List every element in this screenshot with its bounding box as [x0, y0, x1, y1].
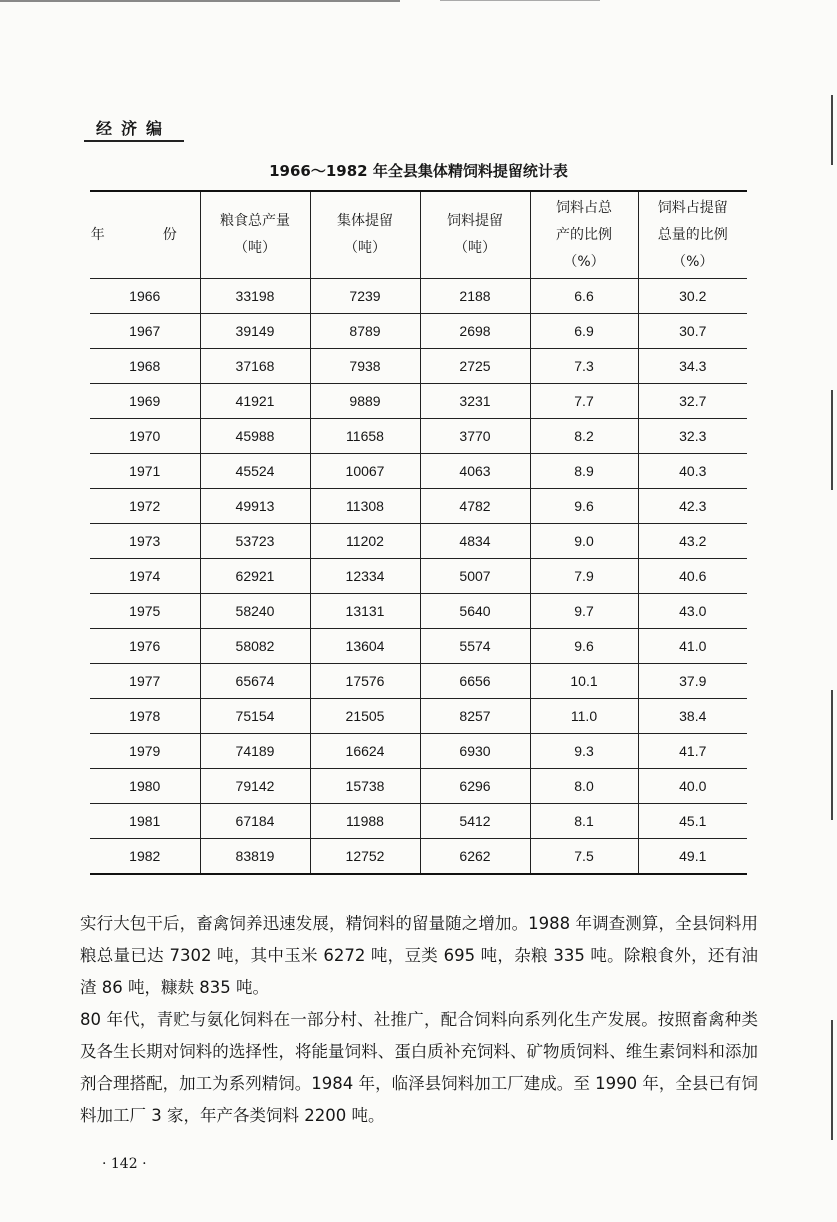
table-cell: 16624 — [310, 734, 420, 769]
table-row — [90, 839, 747, 875]
table-cell: 6262 — [420, 839, 530, 875]
table-cell: 7.5 — [530, 839, 638, 875]
table-cell: 13131 — [310, 594, 420, 629]
column-header-line: 饲料占提留 — [657, 199, 728, 216]
scan-edge-top — [0, 0, 400, 2]
table-row — [90, 419, 747, 454]
column-header-line: 总量的比例 — [657, 226, 728, 243]
column-header-line: （%） — [672, 253, 714, 270]
column-header-line: 粮食总产量 — [220, 213, 290, 229]
table-cell: 2698 — [420, 314, 530, 349]
column-header-line: 集体提留 — [337, 213, 393, 229]
table-cell: 43.0 — [638, 594, 747, 629]
table-cell: 49913 — [200, 489, 310, 524]
column-header-line: 产的比例 — [556, 226, 612, 243]
table-cell: 1966 — [90, 279, 200, 314]
table-cell: 11.0 — [530, 699, 638, 734]
table-row — [90, 314, 747, 349]
table-cell: 1967 — [90, 314, 200, 349]
column-header-line: （吨） — [344, 240, 386, 256]
table-cell: 1981 — [90, 804, 200, 839]
table-cell: 1974 — [90, 559, 200, 594]
table-cell: 11988 — [310, 804, 420, 839]
table-cell: 6296 — [420, 769, 530, 804]
table-cell: 8257 — [420, 699, 530, 734]
table-cell: 7239 — [310, 279, 420, 314]
table-cell: 83819 — [200, 839, 310, 875]
table-cell: 32.3 — [638, 419, 747, 454]
table-cell: 45988 — [200, 419, 310, 454]
table-cell: 30.7 — [638, 314, 747, 349]
table-cell: 37.9 — [638, 664, 747, 699]
table-row — [90, 804, 747, 839]
table-cell: 1969 — [90, 384, 200, 419]
table-cell: 41.0 — [638, 629, 747, 664]
table-row — [90, 279, 747, 314]
table-cell: 1978 — [90, 699, 200, 734]
column-header — [638, 191, 747, 279]
table-cell: 3770 — [420, 419, 530, 454]
column-header-line: 饲料提留 — [447, 213, 503, 229]
table-cell: 10067 — [310, 454, 420, 489]
table-cell: 34.3 — [638, 349, 747, 384]
table-row — [90, 769, 747, 804]
table-cell: 2725 — [420, 349, 530, 384]
table-cell: 39149 — [200, 314, 310, 349]
table-cell: 1977 — [90, 664, 200, 699]
table-cell: 8.2 — [530, 419, 638, 454]
table-cell: 7.9 — [530, 559, 638, 594]
table-cell: 75154 — [200, 699, 310, 734]
table-cell: 9.7 — [530, 594, 638, 629]
table-row — [90, 629, 747, 664]
paragraph-1: 实行大包干后，畜禽饲养迅速发展，精饲料的留量随之增加。1988 年调查测算，全县饲料用粮总量已达 7302 吨，其中玉米 6272 吨，豆类 695 吨，杂粮 335 吨。除粮食外，还有油渣 86 吨，糠麸 835 吨。 — [80, 914, 758, 997]
table-cell: 6656 — [420, 664, 530, 699]
table-cell: 21505 — [310, 699, 420, 734]
table-row — [90, 489, 747, 524]
table-cell: 8789 — [310, 314, 420, 349]
table-cell: 9.6 — [530, 489, 638, 524]
column-header — [420, 191, 530, 279]
table-row — [90, 454, 747, 489]
table-cell: 17576 — [310, 664, 420, 699]
table-cell: 62921 — [200, 559, 310, 594]
table-title: 1966～1982 年全县集体精饲料提留统计表 — [269, 162, 568, 180]
table-cell: 65674 — [200, 664, 310, 699]
table-cell: 13604 — [310, 629, 420, 664]
table-cell: 41.7 — [638, 734, 747, 769]
table-cell: 10.1 — [530, 664, 638, 699]
table-cell: 38.4 — [638, 699, 747, 734]
scan-edge-mark — [831, 95, 833, 165]
table-row — [90, 349, 747, 384]
scan-edge-top-2 — [440, 0, 600, 1]
table-cell: 49.1 — [638, 839, 747, 875]
column-header-line: （吨） — [234, 240, 276, 256]
page-number: · 142 · — [102, 1156, 147, 1172]
table-cell: 8.9 — [530, 454, 638, 489]
table-cell: 45524 — [200, 454, 310, 489]
table-header-row — [90, 191, 747, 279]
table-row — [90, 734, 747, 769]
column-header — [530, 191, 638, 279]
table-cell: 1976 — [90, 629, 200, 664]
table-cell: 7.3 — [530, 349, 638, 384]
table-cell: 8.1 — [530, 804, 638, 839]
table-cell: 41921 — [200, 384, 310, 419]
table-cell: 32.7 — [638, 384, 747, 419]
table-cell: 1971 — [90, 454, 200, 489]
column-header-line: 年 份 — [90, 226, 199, 243]
table-cell: 6930 — [420, 734, 530, 769]
column-header-line: （吨） — [454, 240, 496, 256]
table-row — [90, 559, 747, 594]
table-cell: 58082 — [200, 629, 310, 664]
table-cell: 9.6 — [530, 629, 638, 664]
column-header-line: （%） — [563, 253, 605, 270]
table-cell: 8.0 — [530, 769, 638, 804]
table-cell: 43.2 — [638, 524, 747, 559]
table-row — [90, 384, 747, 419]
feed-retention-table — [90, 190, 747, 875]
table-cell: 30.2 — [638, 279, 747, 314]
table-cell: 3231 — [420, 384, 530, 419]
table-cell: 5574 — [420, 629, 530, 664]
table-cell: 1975 — [90, 594, 200, 629]
table-cell: 45.1 — [638, 804, 747, 839]
table-cell: 1972 — [90, 489, 200, 524]
table-row — [90, 699, 747, 734]
table-cell: 2188 — [420, 279, 530, 314]
table-cell: 9.3 — [530, 734, 638, 769]
table-cell: 1979 — [90, 734, 200, 769]
table-cell: 58240 — [200, 594, 310, 629]
table-cell: 5412 — [420, 804, 530, 839]
scan-edge-mark — [831, 690, 833, 820]
scan-edge-mark — [831, 1020, 833, 1140]
table-cell: 5007 — [420, 559, 530, 594]
table-cell: 4063 — [420, 454, 530, 489]
table-cell: 40.6 — [638, 559, 747, 594]
table-cell: 40.0 — [638, 769, 747, 804]
table-cell: 40.3 — [638, 454, 747, 489]
table-cell: 6.6 — [530, 279, 638, 314]
table-cell: 74189 — [200, 734, 310, 769]
table-row — [90, 664, 747, 699]
table-row — [90, 594, 747, 629]
table-cell: 33198 — [200, 279, 310, 314]
table-cell: 79142 — [200, 769, 310, 804]
table-cell: 4834 — [420, 524, 530, 559]
table-cell: 53723 — [200, 524, 310, 559]
table-cell: 1968 — [90, 349, 200, 384]
table-cell: 7.7 — [530, 384, 638, 419]
column-header — [90, 191, 200, 279]
table-cell: 11308 — [310, 489, 420, 524]
table-cell: 12752 — [310, 839, 420, 875]
table-cell: 4782 — [420, 489, 530, 524]
scan-edge-mark — [831, 390, 833, 490]
table-cell: 37168 — [200, 349, 310, 384]
section-header: 经济编 — [96, 119, 172, 138]
table-cell: 1982 — [90, 839, 200, 875]
column-header — [200, 191, 310, 279]
column-header-line: 饲料占总 — [556, 199, 612, 216]
table-cell: 1970 — [90, 419, 200, 454]
table-cell: 15738 — [310, 769, 420, 804]
table-cell: 12334 — [310, 559, 420, 594]
table-body — [90, 279, 747, 875]
table-cell: 1980 — [90, 769, 200, 804]
table-cell: 67184 — [200, 804, 310, 839]
table-cell: 9.0 — [530, 524, 638, 559]
table-row — [90, 524, 747, 559]
table-cell: 7938 — [310, 349, 420, 384]
table-cell: 1973 — [90, 524, 200, 559]
table-cell: 42.3 — [638, 489, 747, 524]
column-header — [310, 191, 420, 279]
table-cell: 9889 — [310, 384, 420, 419]
paragraph-2: 80 年代，青贮与氨化饲料在一部分村、社推广，配合饲料向系列化生产发展。按照畜禽种类及各生长期对饲料的选择性，将能量饲料、蛋白质补充饲料、矿物质饲料、维生素饲料和添加剂合理搭配，加工为系列精饲。1984 年，临泽县饲料加工厂建成。至 1990 年，全县已有饲料加工厂 3 家，年产各类饲料 2200 吨。 — [80, 1010, 758, 1125]
table-cell: 11658 — [310, 419, 420, 454]
table-cell: 11202 — [310, 524, 420, 559]
table-cell: 6.9 — [530, 314, 638, 349]
table-cell: 5640 — [420, 594, 530, 629]
header-underline — [84, 140, 184, 142]
